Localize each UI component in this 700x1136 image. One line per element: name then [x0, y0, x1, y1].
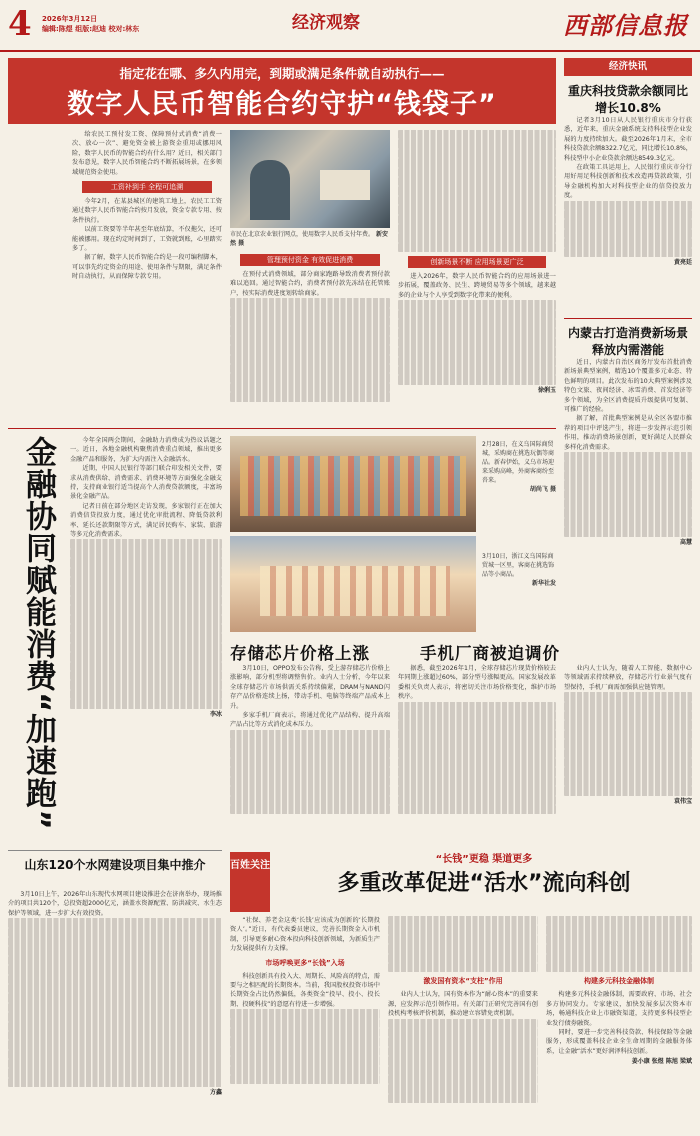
chip-para-2: 多家手机厂商表示，将通过优化产品结构、提升高端产品占比等方式消化成本压力。 — [230, 712, 390, 729]
lead-column-3 — [398, 130, 556, 430]
phone-para-2: 业内人士认为，随着人工智能、数据中心等领域需求持续释放，存储芯片行业景气度有望保持，手机厂商需加强供应链管理。 — [564, 665, 692, 691]
caption-1-text: 2月28日，在义乌国际商贸城，采购商在挑选玩偶等商品。新春伊始，义乌市场迎来采购高峰，外商客商纷至沓来。 — [482, 441, 555, 484]
reform-kicker: “长钱”更稳 渠道更多 — [435, 854, 533, 865]
sidebar-item-1 — [564, 116, 692, 316]
reform-subhead-2: 激发国有资本“支柱”作用 — [423, 977, 503, 986]
shandong-title: 山东120个水网建设项目集中推介 — [24, 858, 206, 872]
photo-credit: 新安然 摄 — [230, 231, 388, 247]
sidebar-item-1-body: 记者3月10日从人民银行重庆市分行获悉，近年来，重庆金融系统支持科技型企业发展的力度持续加大。截至2026年1月末，全市科技贷款余额8322.7亿元，同比增长10.8%，科技型中小企业贷款余额达8549.3亿元。 — [564, 117, 692, 162]
lead-title: 数字人民币智能合约守护“钱袋子” — [67, 89, 497, 120]
yiwu-photo-2 — [230, 536, 476, 632]
lead-column-2 — [230, 250, 390, 430]
sidebar-item-1-body-2: 在政策工具运用上，人民银行重庆市分行用好用足科技创新和技术改造再贷款政策，引导金融机构加大对科技型企业的信贷投放力度。 — [564, 164, 692, 200]
date-line — [42, 14, 139, 34]
lead-author: 徐俐玉 — [537, 386, 556, 394]
lead-para-2: 以前工资要等半年甚至年底结算，不仅拖欠，还可能被挪用。现在约定时间到了，工资就到账，心里踏实多了。 — [72, 226, 222, 253]
photo-counter — [320, 170, 370, 200]
divider — [8, 428, 556, 429]
phone-body: 据悉，截至2026年1月，全球存储芯片现货价格较去年同期上涨超过60%，部分型号涨幅更高。国家发展改革委相关负责人表示，将密切关注市场价格变化，维护市场秩序。 — [398, 665, 556, 701]
lead-banner — [8, 58, 556, 124]
reform-author: 姜小康 张煜 陈旭 梁斌 — [631, 1058, 692, 1066]
lead-kicker: 指定花在哪、多久内用完，到期或满足条件就自动执行—— — [119, 66, 445, 81]
photo-toy-shelves — [240, 456, 466, 516]
reform-subhead-3: 构建多元科技金融体制 — [584, 977, 654, 986]
lead-subhead-1: 工资补到手 全程可追溯 — [82, 181, 212, 193]
sidebar-item-2-body: 近日，内蒙古自治区商务厅发布首批消费新场景典型案例，精选10个覆盖多元业态、特色鲜明的项目。此次发布的10大典型案例涉及特色文旅、夜间经济、冰雪消费、首发经济等多个领域，为全区消费提质升级提供可复制、可推广的经验。 — [564, 359, 692, 414]
photo-stalls — [260, 566, 450, 616]
finance-para-3: 记者日前在部分地区走访发现，多家银行正在加大消费信贷投放力度，通过优化审批流程、降低贷款利率、延长还款期限等方式，满足居民购车、家装、旅游等多元化消费需求。 — [70, 502, 222, 539]
reform-body-5: 同时，要进一步完善科技贷款、科技保险等金融服务，形成覆盖科技企业全生命周期的金融服务体系，让金融“活水”更好润泽科技创新。 — [546, 1028, 692, 1055]
sidebar-item-2-body-2: 据了解，首批典型案例是从全区各盟市推荐的项目中评选产生，将进一步发挥示范引领作用，推动消费场景创新，更好满足人民群众多样化消费需求。 — [564, 415, 692, 451]
lead-para-1: 今年2月，在某县城区的建筑工地上，农民工工资通过数字人民币智能合约按月发放，资金专款专用、按条件执行。 — [72, 198, 222, 224]
reform-body-3: 业内人士认为，国有资本作为“耐心资本”的重要来源，应发挥示范引领作用。有关部门正研究完善国有创投机构考核评价机制，推动建立容错免责机制。 — [388, 991, 538, 1018]
sidebar-item-2-title: 内蒙古打造消费新场景释放内需潜能 — [567, 326, 688, 357]
finance-para-1: 今年全国两会期间，金融助力消费成为热议话题之一。近日，各地金融机构聚焦消费重点领域，推出更多金融产品和服务，为扩大内需注入金融活水。 — [70, 437, 222, 463]
phone-author: 袁伟宝 — [673, 797, 692, 805]
bank-photo-caption — [230, 230, 390, 248]
sidebar-item-2-author: 高慧 — [679, 538, 692, 546]
reform-column-2 — [388, 916, 538, 1132]
editors: 编辑:陈煜 组版:赵迪 校对:林东 — [42, 25, 140, 33]
yiwu-photo-1 — [230, 436, 476, 532]
sidebar-item-2 — [564, 358, 692, 638]
photo-caption-text: 市民在北京农业银行网点，使用数字人民币支付年费。 — [230, 231, 375, 238]
chip-body: 3月10日，OPPO发布公告称，受上游存储芯片价格上涨影响，部分机型将调整售价。业内人士分析，今年以来全球存储芯片市场供需关系持续偏紧，DRAM与NAND闪存产品价格连续上扬，带动手机、电脑等终端产品成本上升。 — [230, 665, 390, 710]
chip-title: 存储芯片价格上涨 — [230, 644, 370, 663]
sidebar-divider — [564, 318, 692, 319]
lead-para-3: 据了解，数字人民币智能合约是一段可编程脚本，可以事先约定资金的用途、使用条件与期限，满足条件时自动执行，从而保障专款专用。 — [72, 254, 222, 281]
phone-title: 手机厂商被迫调价 — [420, 644, 560, 663]
lead-subhead-2: 管理预付资金 有效促进消费 — [240, 254, 380, 266]
reform-body-4: 构建多元科技金融体制，需要政府、市场、社会多方协同发力。专家建议，加快发展多层次资本市场，畅通科技企业上市融资渠道，支持更多科技型企业发行债券融资。 — [546, 991, 692, 1027]
caption-1-credit: 胡尚飞 摄 — [529, 486, 556, 493]
caption-2-text: 3月10日，浙江义乌国际商贸城一区里，客商在挑选饰品等小商品。 — [482, 553, 555, 578]
lead-column-1 — [72, 130, 222, 430]
finance-article — [70, 436, 222, 846]
phone-article-right — [564, 664, 692, 844]
lead-para-5: 进入2026年，数字人民币智能合约的应用场景进一步拓展，覆盖政务、民生、跨境贸易等多个领域，越来越多的企业与个人享受到数字化带来的便利。 — [398, 273, 556, 299]
phone-article-left — [398, 664, 556, 844]
photo-figure — [250, 160, 290, 220]
shandong-divider — [8, 850, 222, 851]
shandong-article — [8, 890, 222, 1130]
sidebar-label: 经济快讯 — [564, 58, 692, 76]
lead-para-4: 在预付式消费领域，部分商家跑路导致消费者预付款难以追回。通过智能合约，消费者预付款先冻结在托管账户，按实际消费进度划转给商家。 — [230, 271, 390, 297]
finance-author: 李冰 — [209, 710, 222, 718]
sidebar-item-1-author: 黄亮廷 — [673, 259, 692, 266]
yiwu-caption-2 — [482, 552, 556, 588]
page-number: 4 — [8, 4, 32, 44]
sidebar-item-1-title: 重庆科技贷款余额同比增长10.8% — [567, 84, 688, 115]
reform-subhead-1: 市场呼唤更多“长钱”入场 — [265, 958, 345, 967]
chip-article — [230, 664, 390, 844]
caption-2-credit: 新华社发 — [531, 580, 556, 587]
lead-subhead-3: 创新场景不断 应用场景更广泛 — [408, 256, 546, 268]
shandong-body: 3月10日上午，2026年山东现代水网项目建设推进会在济南举办，现场推介的项目共120个，总投资超2000亿元，涵盖水资源配置、防洪减灾、水生态保护等领域，进一步扩大有效投资。 — [8, 891, 222, 917]
masthead-logo: 西部信息报 — [563, 11, 688, 40]
reform-column-3 — [546, 916, 692, 1132]
lead-intro: 给农民工预付发工资、保障预付式消费“消费一次、放心一次”、避免资金被上游资金重用或挪用风险，数字人民币的智能合约有什么用？近日，相关部门发布意见，数字人民币智能合约不断拓展场景，在多领域规范资金使用。 — [72, 131, 222, 176]
reform-sidebox: 百姓关注 — [230, 852, 270, 912]
finance-para-2: 近期，中国人民银行等部门联合印发相关文件，要求从消费供给、消费需求、消费环境等方面强化金融支持，支持商业银行适当提高个人消费贷款额度，丰富场景化金融产品。 — [70, 465, 222, 501]
reform-column-1 — [230, 916, 380, 1132]
page-header — [0, 0, 700, 52]
shandong-author: 方鑫 — [209, 1089, 222, 1097]
issue-date: 2026年3月12日 — [42, 15, 98, 23]
bank-photo — [230, 130, 390, 228]
reform-body-2: 科技创新具有投入大、周期长、风险高的特点，需要与之相匹配的长期资本。当前，我国股权投资市场中长期资金占比仍然偏低，各类资金“投早、投小、投长期、投硬科技”的意愿有待进一步增强。 — [230, 972, 380, 1008]
reform-body-1: “社保、养老金这类‘长钱’应该成为创新的‘长期投资人’。”近日，有代表委员建议，完善长期资金入市机制，引导更多耐心资本投向科技创新领域，为新质生产力发展提供有力支撑。 — [230, 917, 380, 953]
section-title: 经济观察 — [292, 13, 360, 33]
yiwu-caption-1 — [482, 440, 556, 494]
reform-title: 多重改革促进“活水”流向科创 — [337, 871, 631, 896]
finance-vertical-title: 金融协同赋能消费“加速跑” — [20, 436, 56, 831]
